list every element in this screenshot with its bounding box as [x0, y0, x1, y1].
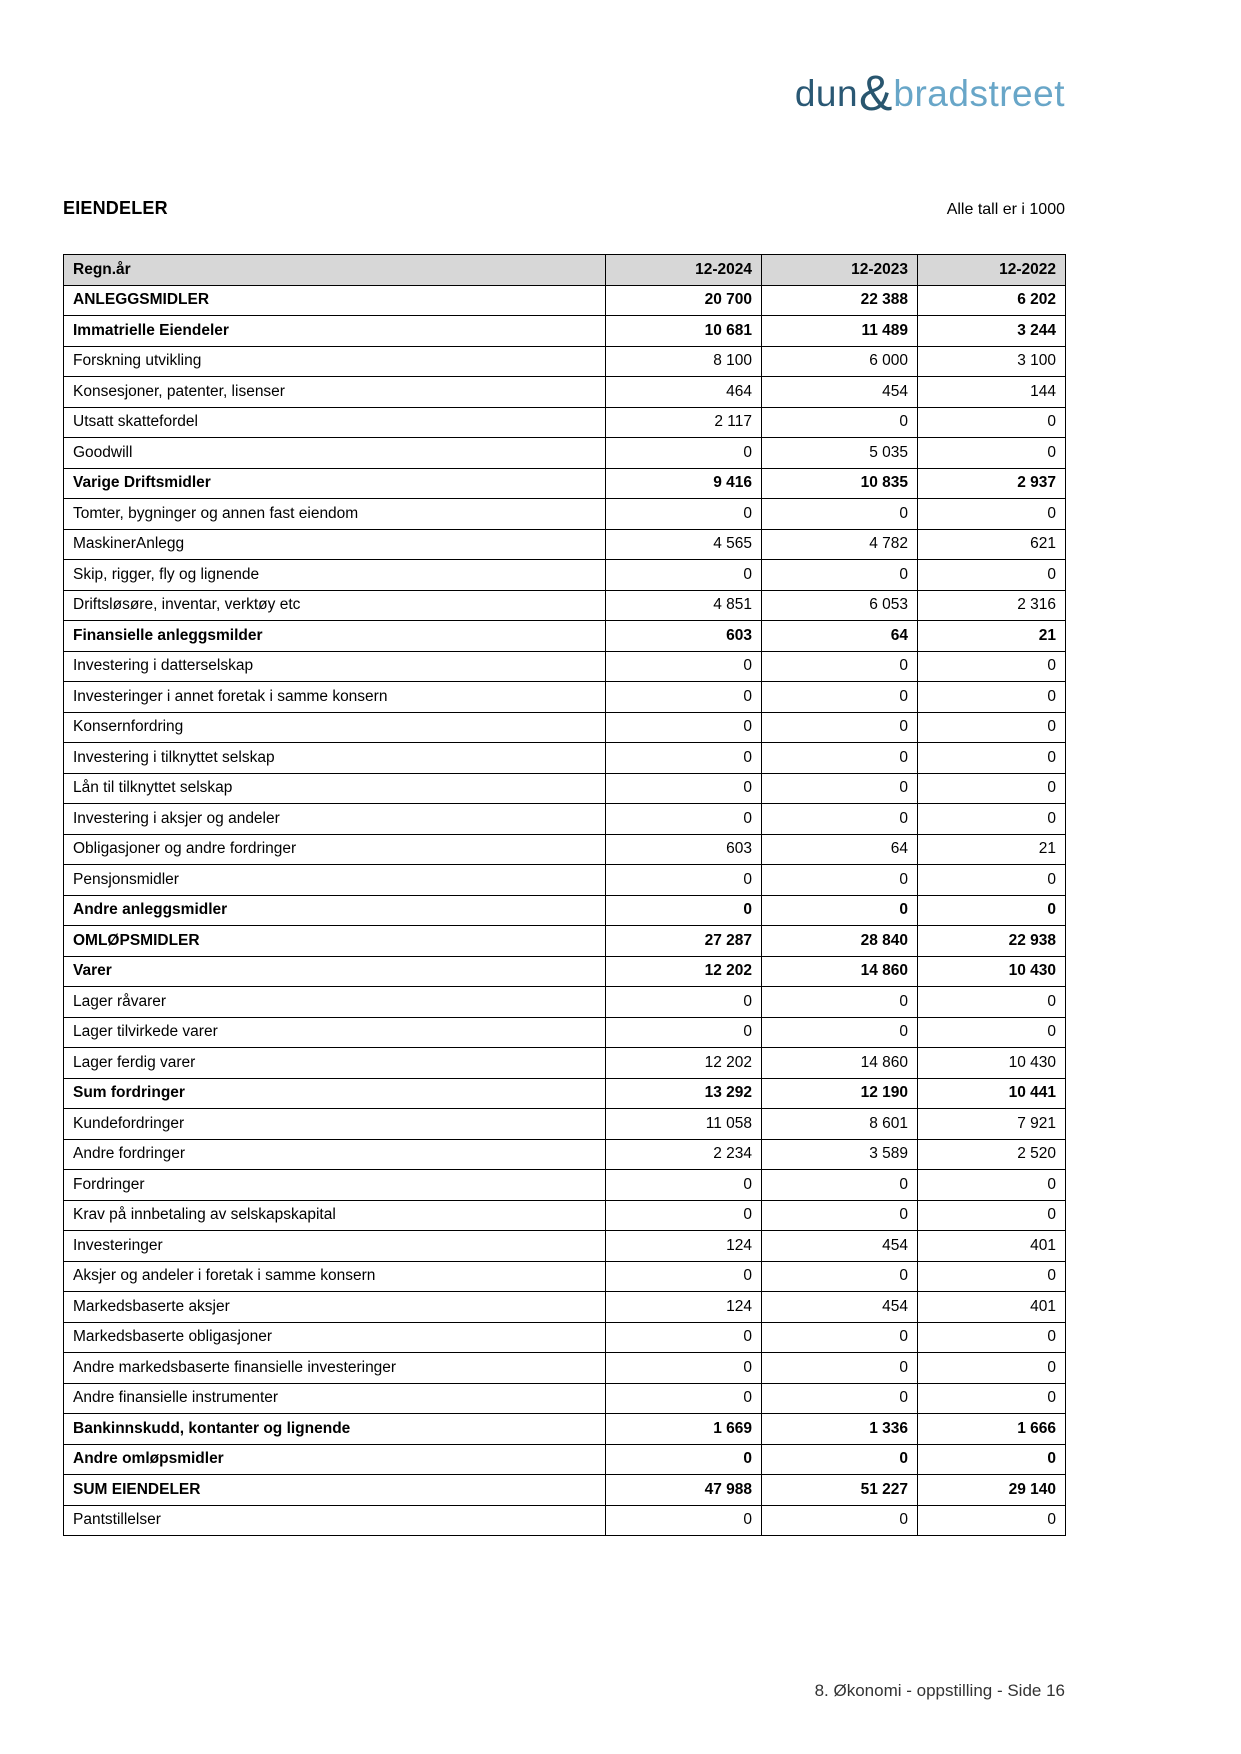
value-cell: 0: [762, 1444, 918, 1475]
row-label-cell: Tomter, bygninger og annen fast eiendom: [64, 499, 606, 530]
logo-word-bradstreet: bradstreet: [893, 73, 1065, 114]
value-cell: 2 520: [918, 1139, 1066, 1170]
value-cell: 64: [762, 621, 918, 652]
table-row: [64, 1353, 1066, 1384]
row-label-cell: Pantstillelser: [64, 1505, 606, 1536]
value-cell: 1 666: [918, 1414, 1066, 1445]
table-row: [64, 1170, 1066, 1201]
row-label-cell: ANLEGGSMIDLER: [64, 285, 606, 316]
value-cell: 8 601: [762, 1109, 918, 1140]
value-cell: 0: [918, 651, 1066, 682]
value-cell: 0: [918, 1383, 1066, 1414]
value-cell: 0: [762, 651, 918, 682]
row-label-cell: Andre fordringer: [64, 1139, 606, 1170]
table-row: [64, 956, 1066, 987]
value-cell: 0: [762, 1383, 918, 1414]
value-cell: 454: [762, 1231, 918, 1262]
row-label-cell: Konsernfordring: [64, 712, 606, 743]
table-row: [64, 804, 1066, 835]
value-cell: 0: [762, 712, 918, 743]
row-label-cell: MaskinerAnlegg: [64, 529, 606, 560]
row-label-cell: Bankinnskudd, kontanter og lignende: [64, 1414, 606, 1445]
table-header-row: [64, 255, 1066, 286]
year-header-cell: 12-2023: [762, 255, 918, 286]
value-cell: 401: [918, 1292, 1066, 1323]
value-cell: 0: [918, 438, 1066, 469]
value-cell: 0: [606, 1322, 762, 1353]
value-cell: 0: [918, 773, 1066, 804]
logo-word-dun: dun: [794, 73, 859, 114]
row-label-cell: Investering i aksjer og andeler: [64, 804, 606, 835]
table-body: [64, 285, 1066, 1536]
value-cell: 0: [918, 1444, 1066, 1475]
table-row: [64, 346, 1066, 377]
value-cell: 51 227: [762, 1475, 918, 1506]
table-row: [64, 316, 1066, 347]
table-row: [64, 1231, 1066, 1262]
row-label-cell: Investering i tilknyttet selskap: [64, 743, 606, 774]
row-label-cell: Andre markedsbaserte finansielle investeringer: [64, 1353, 606, 1384]
row-label-cell: Sum fordringer: [64, 1078, 606, 1109]
value-cell: 621: [918, 529, 1066, 560]
row-label-cell: Lager ferdig varer: [64, 1048, 606, 1079]
value-cell: 0: [606, 987, 762, 1018]
value-cell: 10 430: [918, 1048, 1066, 1079]
table-row: [64, 1048, 1066, 1079]
table-row: [64, 773, 1066, 804]
value-cell: 0: [918, 804, 1066, 835]
row-label-cell: Forskning utvikling: [64, 346, 606, 377]
row-label-cell: Lager tilvirkede varer: [64, 1017, 606, 1048]
value-cell: 454: [762, 377, 918, 408]
value-cell: 0: [762, 1322, 918, 1353]
value-cell: 0: [762, 682, 918, 713]
value-cell: 0: [918, 1322, 1066, 1353]
value-cell: 0: [606, 1383, 762, 1414]
value-cell: 10 835: [762, 468, 918, 499]
row-label-cell: Lager råvarer: [64, 987, 606, 1018]
table-row: [64, 560, 1066, 591]
row-label-cell: Goodwill: [64, 438, 606, 469]
row-label-cell: Immatrielle Eiendeler: [64, 316, 606, 347]
value-cell: 14 860: [762, 1048, 918, 1079]
value-cell: 11 489: [762, 316, 918, 347]
value-cell: 12 202: [606, 1048, 762, 1079]
value-cell: 6 000: [762, 346, 918, 377]
value-cell: 21: [918, 621, 1066, 652]
value-cell: 124: [606, 1292, 762, 1323]
value-cell: 2 117: [606, 407, 762, 438]
row-label-cell: Kundefordringer: [64, 1109, 606, 1140]
value-cell: 0: [606, 895, 762, 926]
row-label-cell: Driftsløsøre, inventar, verktøy etc: [64, 590, 606, 621]
value-cell: 0: [918, 987, 1066, 1018]
value-cell: 0: [606, 1170, 762, 1201]
row-label-cell: SUM EIENDELER: [64, 1475, 606, 1506]
value-cell: 0: [606, 651, 762, 682]
year-header-cell: 12-2024: [606, 255, 762, 286]
value-cell: 0: [918, 1505, 1066, 1536]
table-row: [64, 926, 1066, 957]
table-row: [64, 377, 1066, 408]
value-cell: 1 669: [606, 1414, 762, 1445]
row-label-cell: Markedsbaserte obligasjoner: [64, 1322, 606, 1353]
row-label-cell: Pensjonsmidler: [64, 865, 606, 896]
value-cell: 0: [606, 865, 762, 896]
value-cell: 22 938: [918, 926, 1066, 957]
value-cell: 0: [918, 560, 1066, 591]
row-label-cell: Finansielle anleggsmilder: [64, 621, 606, 652]
value-cell: 4 782: [762, 529, 918, 560]
value-cell: 454: [762, 1292, 918, 1323]
value-cell: 22 388: [762, 285, 918, 316]
row-label-cell: Andre finansielle instrumenter: [64, 1383, 606, 1414]
value-cell: 0: [606, 1444, 762, 1475]
value-cell: 0: [762, 743, 918, 774]
value-cell: 0: [918, 1261, 1066, 1292]
value-cell: 0: [606, 1017, 762, 1048]
row-label-cell: Andre omløpsmidler: [64, 1444, 606, 1475]
table-row: [64, 1414, 1066, 1445]
value-cell: 0: [918, 712, 1066, 743]
value-cell: 464: [606, 377, 762, 408]
value-cell: 5 035: [762, 438, 918, 469]
table-row: [64, 1017, 1066, 1048]
value-cell: 3 589: [762, 1139, 918, 1170]
value-cell: 13 292: [606, 1078, 762, 1109]
value-cell: 0: [918, 407, 1066, 438]
value-cell: 0: [762, 865, 918, 896]
value-cell: 0: [918, 743, 1066, 774]
value-cell: 10 681: [606, 316, 762, 347]
value-cell: 0: [606, 804, 762, 835]
row-label-cell: Investering i datterselskap: [64, 651, 606, 682]
row-label-cell: Obligasjoner og andre fordringer: [64, 834, 606, 865]
table-row: [64, 407, 1066, 438]
units-note: Alle tall er i 1000: [946, 201, 1065, 218]
table-row: [64, 529, 1066, 560]
value-cell: 0: [918, 1017, 1066, 1048]
value-cell: 12 202: [606, 956, 762, 987]
value-cell: 0: [918, 1353, 1066, 1384]
table-row: [64, 895, 1066, 926]
row-label-cell: Konsesjoner, patenter, lisenser: [64, 377, 606, 408]
table-row: [64, 1475, 1066, 1506]
table-row: [64, 865, 1066, 896]
value-cell: 0: [762, 560, 918, 591]
table-row: [64, 1444, 1066, 1475]
table-row: [64, 1292, 1066, 1323]
row-label-cell: Varige Driftsmidler: [64, 468, 606, 499]
year-label-header: Regn.år: [64, 255, 606, 286]
value-cell: 0: [918, 682, 1066, 713]
value-cell: 0: [606, 499, 762, 530]
row-label-cell: Aksjer og andeler i foretak i samme konsern: [64, 1261, 606, 1292]
value-cell: 21: [918, 834, 1066, 865]
value-cell: 0: [606, 682, 762, 713]
section-header: [63, 198, 1065, 219]
value-cell: 0: [762, 407, 918, 438]
logo-ampersand-icon: &: [859, 65, 893, 121]
value-cell: 20 700: [606, 285, 762, 316]
value-cell: 401: [918, 1231, 1066, 1262]
table-row: [64, 1109, 1066, 1140]
value-cell: 603: [606, 834, 762, 865]
value-cell: 3 100: [918, 346, 1066, 377]
value-cell: 0: [762, 773, 918, 804]
table-row: [64, 743, 1066, 774]
value-cell: 2 316: [918, 590, 1066, 621]
table-row: [64, 285, 1066, 316]
row-label-cell: Fordringer: [64, 1170, 606, 1201]
row-label-cell: OMLØPSMIDLER: [64, 926, 606, 957]
row-label-cell: Utsatt skattefordel: [64, 407, 606, 438]
table-row: [64, 1261, 1066, 1292]
value-cell: 4 565: [606, 529, 762, 560]
table-row: [64, 712, 1066, 743]
value-cell: 0: [606, 438, 762, 469]
row-label-cell: Investeringer: [64, 1231, 606, 1262]
value-cell: 27 287: [606, 926, 762, 957]
value-cell: 8 100: [606, 346, 762, 377]
value-cell: 0: [762, 1017, 918, 1048]
page-footer: 8. Økonomi - oppstilling - Side 16: [814, 1681, 1065, 1700]
value-cell: 2 937: [918, 468, 1066, 499]
page-title: EIENDELER: [63, 198, 168, 218]
table-row: [64, 682, 1066, 713]
value-cell: 0: [606, 743, 762, 774]
value-cell: 14 860: [762, 956, 918, 987]
table-row: [64, 468, 1066, 499]
dun-bradstreet-logo: [794, 65, 1065, 121]
value-cell: 0: [918, 895, 1066, 926]
value-cell: 6 053: [762, 590, 918, 621]
row-label-cell: Markedsbaserte aksjer: [64, 1292, 606, 1323]
value-cell: 47 988: [606, 1475, 762, 1506]
value-cell: 0: [606, 1353, 762, 1384]
value-cell: 0: [606, 560, 762, 591]
value-cell: 0: [762, 1261, 918, 1292]
table-row: [64, 621, 1066, 652]
table-row: [64, 651, 1066, 682]
value-cell: 0: [762, 1170, 918, 1201]
value-cell: 6 202: [918, 285, 1066, 316]
value-cell: 28 840: [762, 926, 918, 957]
value-cell: 1 336: [762, 1414, 918, 1445]
table-row: [64, 590, 1066, 621]
year-header-cell: 12-2022: [918, 255, 1066, 286]
row-label-cell: Andre anleggsmidler: [64, 895, 606, 926]
table-row: [64, 1383, 1066, 1414]
value-cell: 0: [762, 895, 918, 926]
table-row: [64, 1078, 1066, 1109]
value-cell: 603: [606, 621, 762, 652]
table-row: [64, 1200, 1066, 1231]
row-label-cell: Varer: [64, 956, 606, 987]
table-row: [64, 499, 1066, 530]
value-cell: 0: [918, 1200, 1066, 1231]
value-cell: 0: [918, 1170, 1066, 1201]
value-cell: 9 416: [606, 468, 762, 499]
value-cell: 4 851: [606, 590, 762, 621]
value-cell: 29 140: [918, 1475, 1066, 1506]
value-cell: 2 234: [606, 1139, 762, 1170]
table-row: [64, 438, 1066, 469]
value-cell: 0: [918, 499, 1066, 530]
table-row: [64, 1139, 1066, 1170]
value-cell: 10 430: [918, 956, 1066, 987]
row-label-cell: Krav på innbetaling av selskapskapital: [64, 1200, 606, 1231]
value-cell: 0: [606, 1261, 762, 1292]
value-cell: 64: [762, 834, 918, 865]
value-cell: 0: [762, 499, 918, 530]
table-row: [64, 834, 1066, 865]
value-cell: 144: [918, 377, 1066, 408]
row-label-cell: Skip, rigger, fly og lignende: [64, 560, 606, 591]
value-cell: 124: [606, 1231, 762, 1262]
table-row: [64, 1322, 1066, 1353]
table-row: [64, 1505, 1066, 1536]
value-cell: 11 058: [606, 1109, 762, 1140]
value-cell: 0: [606, 1505, 762, 1536]
row-label-cell: Investeringer i annet foretak i samme konsern: [64, 682, 606, 713]
balance-sheet-table: [63, 254, 1066, 1536]
value-cell: 3 244: [918, 316, 1066, 347]
row-label-cell: Lån til tilknyttet selskap: [64, 773, 606, 804]
value-cell: 0: [762, 1200, 918, 1231]
value-cell: 0: [918, 865, 1066, 896]
value-cell: 0: [606, 773, 762, 804]
value-cell: 12 190: [762, 1078, 918, 1109]
value-cell: 0: [762, 987, 918, 1018]
value-cell: 0: [762, 1505, 918, 1536]
value-cell: 0: [606, 1200, 762, 1231]
value-cell: 7 921: [918, 1109, 1066, 1140]
table-row: [64, 987, 1066, 1018]
value-cell: 0: [762, 1353, 918, 1384]
value-cell: 10 441: [918, 1078, 1066, 1109]
value-cell: 0: [762, 804, 918, 835]
value-cell: 0: [606, 712, 762, 743]
